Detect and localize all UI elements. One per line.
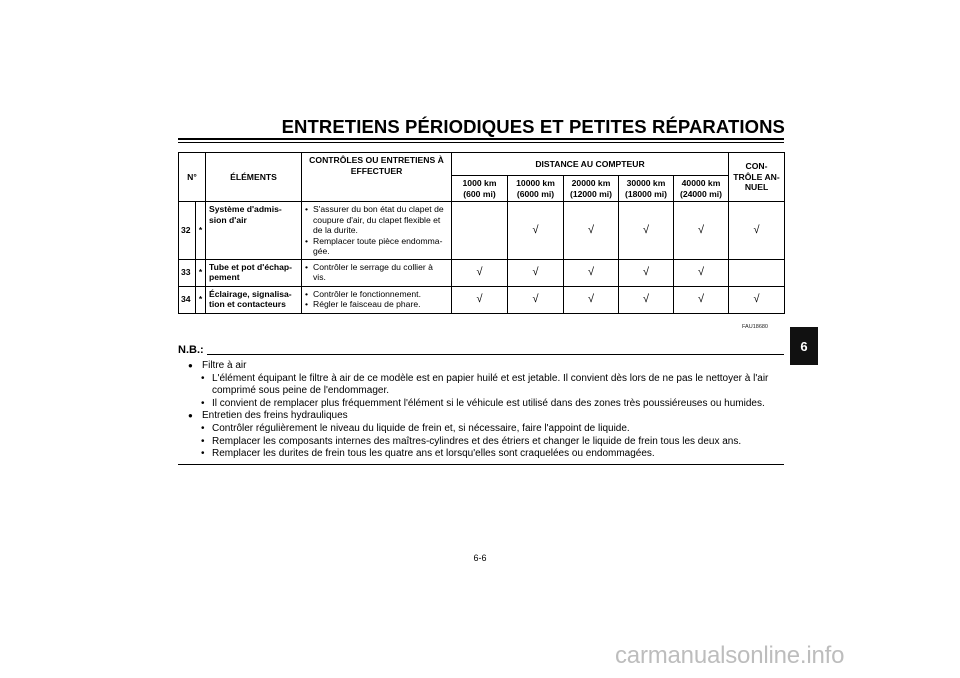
check-cell: √: [508, 259, 564, 286]
check-cell: √: [508, 286, 564, 313]
note-sub-item: • Contrôler régulièrement le niveau du liquide de frein et, si nécessaire, faire l'appoint de liquide.: [201, 422, 630, 434]
title-rule: [178, 138, 784, 140]
title-rule-thin: [178, 142, 784, 143]
note-sub-item: • Remplacer les durites de frein tous les quatre ans et lorsqu'elles sont craquelées ou endommagées.: [201, 448, 655, 460]
control-item: • S'assurer du bon état du clapet de coupure d'air, du clapet flexible et de la durite.: [305, 204, 448, 236]
note-sub-item: • Il convient de remplacer plus fréquemment l'élément si le véhicule est utilisé dans des zones très poussiéreuses ou humides.: [201, 397, 765, 409]
note-label: N.B.:: [178, 344, 204, 356]
header-distance-col: 40000 km (24000 mi): [674, 176, 729, 202]
control-item: • Contrôler le fonctionnement.: [305, 289, 448, 300]
header-distance-col: 1000 km (600 mi): [452, 176, 508, 202]
note-end-rule: [178, 464, 784, 465]
check-cell: √: [564, 259, 619, 286]
note-heading: ● Filtre à air: [188, 360, 788, 373]
row-controls: [302, 202, 452, 260]
row-star: *: [196, 286, 206, 313]
header-controls: CONTRÔLES OU ENTRETIENS À EFFECTUER: [302, 153, 452, 202]
header-annual: CON-TRÔLE AN-NUEL: [729, 153, 785, 202]
check-cell: √: [508, 202, 564, 260]
check-cell: √: [674, 259, 729, 286]
header-distance-col: 20000 km (12000 mi): [564, 176, 619, 202]
check-cell: √: [452, 259, 508, 286]
row-star: *: [196, 259, 206, 286]
reference-code: FAU18680: [742, 324, 768, 330]
annual-check-cell: √: [729, 202, 785, 260]
row-star: *: [196, 202, 206, 260]
page-title: ENTRETIENS PÉRIODIQUES ET PETITES RÉPARATIONS: [281, 116, 785, 137]
check-cell: √: [619, 202, 674, 260]
check-cell: [452, 202, 508, 260]
check-cell: √: [674, 286, 729, 313]
table-row: [179, 286, 785, 313]
row-element: Éclairage, signalisa-tion et contacteurs: [206, 286, 302, 313]
row-element: Tube et pot d'échap-pement: [206, 259, 302, 286]
check-cell: √: [564, 286, 619, 313]
check-cell: √: [674, 202, 729, 260]
page-number: 6-6: [473, 553, 487, 563]
watermark: carmanualsonline.info: [615, 642, 845, 669]
row-number: 33: [179, 259, 196, 286]
row-number: 32: [179, 202, 196, 260]
control-item: • Régler le faisceau de phare.: [305, 299, 448, 310]
header-distance-col: 10000 km (6000 mi): [508, 176, 564, 202]
control-item: • Contrôler le serrage du collier à vis.: [305, 262, 448, 283]
check-cell: √: [619, 286, 674, 313]
table-row: [179, 259, 785, 286]
control-item: • Remplacer toute pièce endomma-gée.: [305, 236, 448, 257]
maintenance-table: [178, 152, 785, 314]
table-row: [179, 202, 785, 260]
check-cell: √: [564, 202, 619, 260]
row-controls: [302, 286, 452, 313]
note-heading: ● Entretien des freins hydrauliques: [188, 410, 788, 423]
annual-check-cell: √: [729, 286, 785, 313]
annual-check-cell: [729, 259, 785, 286]
chapter-tab[interactable]: 6: [790, 327, 818, 365]
note-rule: [207, 354, 784, 355]
note-sub-item: • L'élément équipant le filtre à air de ce modèle est en papier huilé et est jetable. Il convient dès lors de ne pas le nettoyer à l'air comprimé sous peine de l'endommager.: [201, 372, 769, 397]
check-cell: √: [452, 286, 508, 313]
header-elements: ÉLÉMENTS: [206, 153, 302, 202]
header-distance: DISTANCE AU COMPTEUR: [452, 153, 729, 176]
row-number: 34: [179, 286, 196, 313]
header-num: N°: [179, 153, 206, 202]
note-sub-item: • Remplacer les composants internes des maîtres-cylindres et des étriers et changer le liquide de frein tous les deux ans.: [201, 435, 742, 447]
notes-section: [188, 360, 788, 461]
row-controls: [302, 259, 452, 286]
header-distance-col: 30000 km (18000 mi): [619, 176, 674, 202]
row-element: Système d'admis-sion d'air: [206, 202, 302, 260]
check-cell: √: [619, 259, 674, 286]
